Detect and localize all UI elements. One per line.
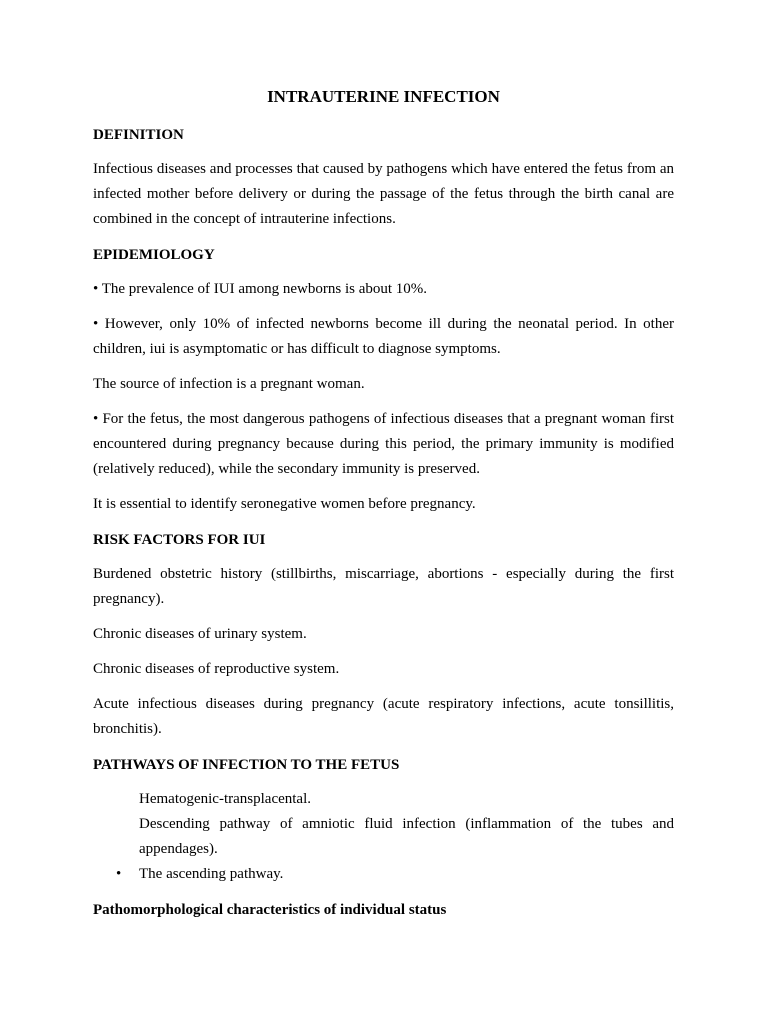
epidemiology-paragraph-2: • However, only 10% of infected newborns become ill during the neonatal period. In other children, iui is asymptomatic or has difficult to diagnose symptoms. bbox=[93, 316, 674, 357]
epidemiology-heading: EPIDEMIOLOGY bbox=[93, 247, 215, 263]
pathway-item-descending: Descending pathway of amniotic fluid infection (inflammation of the tubes and appendages). bbox=[139, 816, 674, 857]
risk-factors-paragraph-1: Burdened obstetric history (stillbirths, miscarriage, abortions - especially during the first pregnancy). bbox=[93, 566, 674, 607]
bullet-icon: • bbox=[116, 866, 122, 882]
epidemiology-paragraph-4: • For the fetus, the most dangerous pathogens of infectious diseases that a pregnant woman first encountered during pregnancy because during this period, the primary immunity is modified (relatively reduced), while the secondary immunity is preserved. bbox=[93, 411, 674, 477]
risk-factors-paragraph-3: Chronic diseases of reproductive system. bbox=[93, 661, 340, 677]
risk-factors-heading: RISK FACTORS FOR IUI bbox=[93, 532, 266, 548]
risk-factors-paragraph-4: Acute infectious diseases during pregnancy (acute respiratory infections, acute tonsillitis, bronchitis). bbox=[93, 696, 674, 737]
pathways-heading: PATHWAYS OF INFECTION TO THE FETUS bbox=[93, 757, 400, 773]
document-title: INTRAUTERINE INFECTION bbox=[267, 87, 500, 106]
definition-paragraph: Infectious diseases and processes that caused by pathogens which have entered the fetus from an infected mother before delivery or during the passage of the fetus through the birth canal are combined in the concept of intrauterine infections. bbox=[93, 161, 674, 227]
epidemiology-paragraph-5: It is essential to identify seronegative women before pregnancy. bbox=[93, 496, 476, 512]
pathomorphology-heading: Pathomorphological characteristics of individual status bbox=[93, 902, 447, 918]
risk-factors-paragraph-2: Chronic diseases of urinary system. bbox=[93, 626, 307, 642]
pathway-item-ascending: The ascending pathway. bbox=[139, 866, 284, 882]
epidemiology-paragraph-1: • The prevalence of IUI among newborns is about 10%. bbox=[93, 281, 428, 297]
pathway-item-hematogenic: Hematogenic-transplacental. bbox=[139, 791, 312, 807]
epidemiology-paragraph-3: The source of infection is a pregnant woman. bbox=[93, 376, 365, 392]
definition-heading: DEFINITION bbox=[93, 127, 184, 143]
